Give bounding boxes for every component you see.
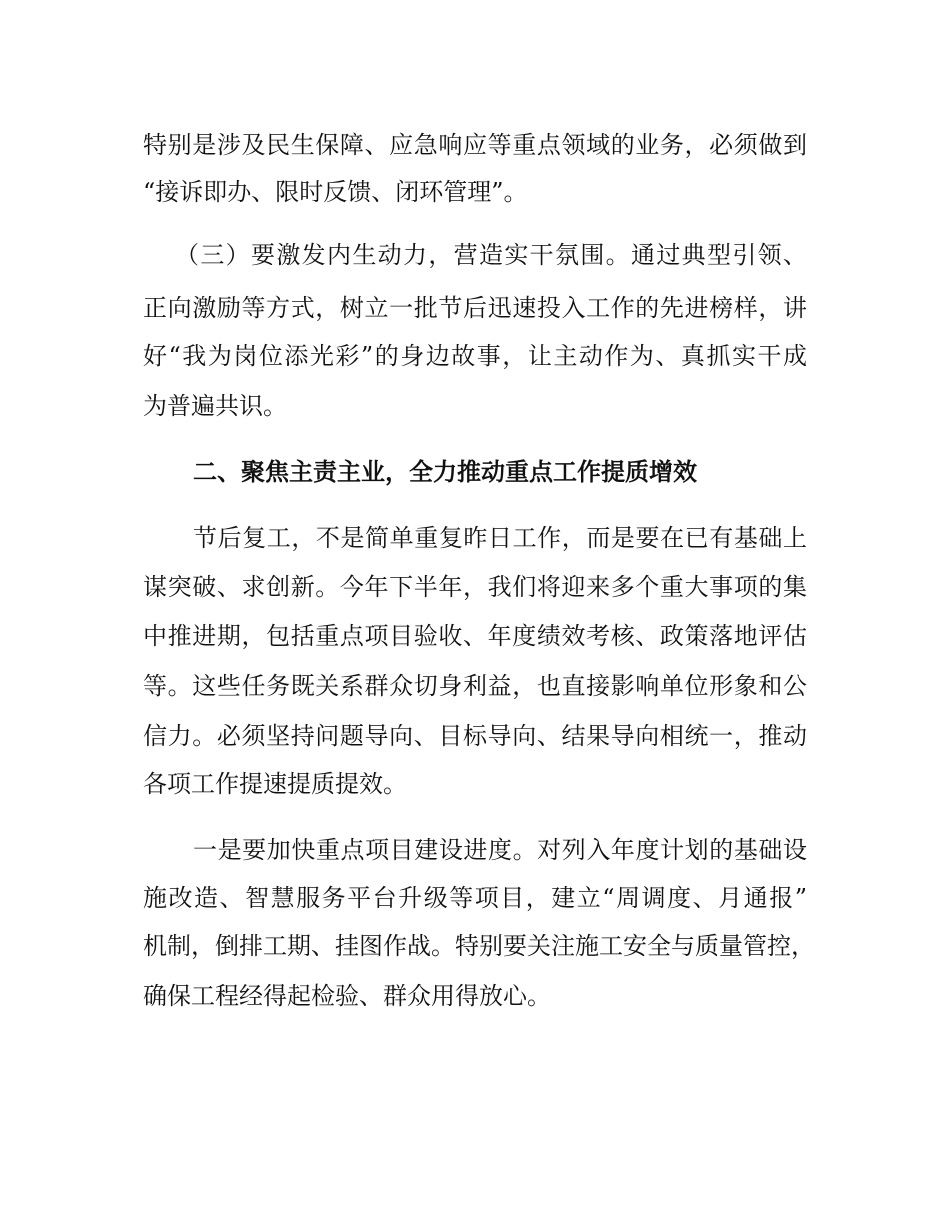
text-line: （三）要激发内生动力，营造实干氛围。通过典型引领、: [175, 241, 807, 269]
text-line: 节后复工，不是简单重复昨日工作，而是要在已有基础上: [193, 524, 807, 552]
text-line: 谋突破、求创新。今年下半年，我们将迎来多个重大事项的集: [143, 573, 807, 601]
text-line: 施改造、智慧服务平台升级等项目，建立“周调度、月通报”: [143, 884, 807, 912]
text-line: 等。这些任务既关系群众切身利益，也直接影响单位形象和公: [143, 672, 807, 700]
text-line: “接诉即办、限时反馈、闭环管理”。: [143, 178, 528, 206]
text-line: 一是要加快重点项目建设进度。对列入年度计划的基础设: [193, 836, 807, 864]
text-line: 确保工程经得起检验、群众用得放心。: [143, 982, 551, 1010]
text-line: 特别是涉及民生保障、应急响应等重点领域的业务，必须做到: [143, 131, 807, 159]
text-line: 正向激励等方式，树立一批节后迅速投入工作的先进榜样，讲: [143, 294, 807, 322]
text-line: 好“我为岗位添光彩”的身边故事，让主动作为、真抓实干成: [143, 342, 807, 370]
text-line: 中推进期，包括重点项目验收、年度绩效考核、政策落地评估: [143, 622, 807, 650]
text-line: 信力。必须坚持问题导向、目标导向、结果导向相统一，推动: [143, 722, 807, 750]
section-heading: 二、聚焦主责主业，全力推动重点工作提质增效: [193, 457, 697, 486]
text-line: 为普遍共识。: [143, 392, 287, 420]
text-line: 机制，倒排工期、挂图作战。特别要关注施工安全与质量管控，: [143, 932, 815, 960]
text-line: 各项工作提速提质提效。: [143, 770, 407, 798]
